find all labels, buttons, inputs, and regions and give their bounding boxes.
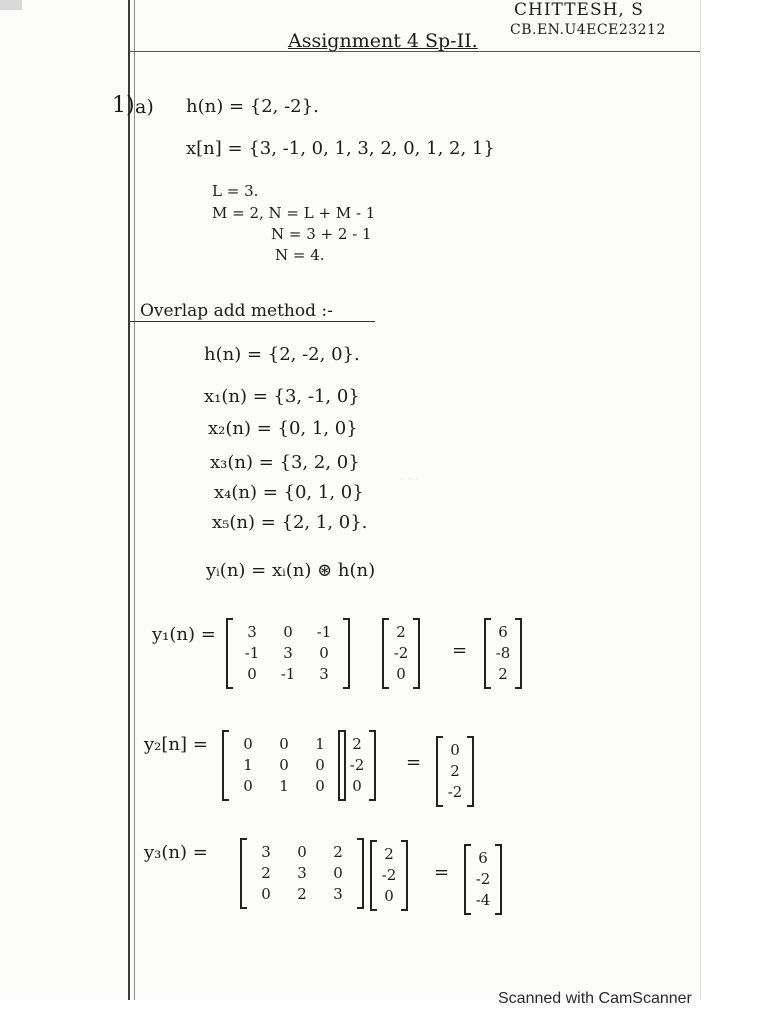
- n-result: N = 4.: [275, 246, 325, 264]
- vector-cell: -2: [393, 644, 409, 662]
- y1-circulant-matrix: [226, 620, 350, 687]
- matrix-cell: 1: [279, 777, 289, 795]
- matrix-cell: 1: [315, 735, 325, 753]
- matrix-cell: 3: [297, 864, 307, 882]
- student-name: CHITTESH, S: [514, 0, 644, 20]
- result-cell: 6: [478, 849, 488, 867]
- result-cell: -8: [495, 644, 511, 662]
- x-definition: x[n] = {3, -1, 0, 1, 3, 2, 0, 1, 2, 1}: [186, 138, 495, 159]
- matrix-cell: -1: [316, 623, 332, 641]
- vector-cell: -2: [381, 866, 397, 884]
- l-value: L = 3.: [212, 182, 259, 200]
- matrix-cell: 0: [243, 735, 253, 753]
- question-number: 1): [112, 93, 135, 118]
- matrix-cell: 0: [247, 665, 257, 683]
- y1-h-vector: [382, 620, 420, 687]
- x5-block: x₅(n) = {2, 1, 0}.: [212, 512, 368, 533]
- y1-result-vector: [484, 620, 522, 687]
- result-cell: 6: [498, 623, 508, 641]
- y1-label: y₁(n) =: [152, 624, 216, 645]
- matrix-cell: 0: [243, 777, 253, 795]
- x2-block: x₂(n) = {0, 1, 0}: [208, 418, 358, 439]
- y1-equals: =: [452, 640, 468, 661]
- matrix-cell: 3: [333, 885, 343, 903]
- m-and-n-formula: M = 2, N = L + M - 1: [212, 204, 376, 222]
- matrix-cell: 3: [319, 665, 329, 683]
- section-underline: [130, 321, 375, 322]
- h-definition: h(n) = {2, -2}.: [186, 96, 319, 117]
- y2-equals: =: [406, 752, 422, 773]
- result-cell: -4: [475, 891, 491, 909]
- matrix-cell: 0: [279, 756, 289, 774]
- matrix-cell: 3: [261, 843, 271, 861]
- y2-label: y₂[n] =: [144, 734, 208, 755]
- vector-cell: 2: [396, 623, 406, 641]
- result-cell: 0: [450, 741, 460, 759]
- vector-cell: -2: [349, 756, 365, 774]
- matrix-cell: 0: [261, 885, 271, 903]
- result-cell: 2: [450, 762, 460, 780]
- y3-label: y₃(n) =: [144, 842, 208, 863]
- matrix-cell: 0: [297, 843, 307, 861]
- result-cell: 2: [498, 665, 508, 683]
- vector-cell: 0: [352, 777, 362, 795]
- matrix-cell: 0: [283, 623, 293, 641]
- matrix-cell: 0: [315, 777, 325, 795]
- question-part: a): [135, 96, 154, 118]
- matrix-cell: 2: [297, 885, 307, 903]
- scanner-watermark: Scanned with CamScanner: [498, 990, 692, 1007]
- matrix-cell: 3: [283, 644, 293, 662]
- margin-line-secondary: [134, 0, 135, 1000]
- vector-cell: 0: [396, 665, 406, 683]
- x4-block: x₄(n) = {0, 1, 0}: [214, 482, 364, 503]
- matrix-cell: 2: [261, 864, 271, 882]
- result-cell: -2: [475, 870, 491, 888]
- bleed-through-mark: · · ·: [400, 472, 420, 486]
- roll-number: CB.EN.U4ECE23212: [510, 22, 666, 38]
- y2-circulant-matrix: [222, 732, 346, 799]
- n-substitution: N = 3 + 2 - 1: [271, 225, 372, 243]
- vector-cell: 0: [384, 887, 394, 905]
- y3-result-vector: [464, 846, 502, 913]
- circular-convolution-formula: yᵢ(n) = xᵢ(n) ⊛ h(n): [206, 560, 376, 581]
- matrix-cell: -1: [244, 644, 260, 662]
- vector-cell: 2: [384, 845, 394, 863]
- matrix-cell: -1: [280, 665, 296, 683]
- x1-block: x₁(n) = {3, -1, 0}: [204, 386, 360, 407]
- margin-line: [128, 0, 130, 1000]
- matrix-cell: 1: [243, 756, 253, 774]
- y3-equals: =: [434, 862, 450, 883]
- section-heading: Overlap add method :-: [140, 301, 333, 321]
- h-padded: h(n) = {2, -2, 0}.: [204, 344, 360, 365]
- y2-result-vector: [436, 738, 474, 805]
- page-title: Assignment 4 Sp-II.: [288, 30, 478, 52]
- matrix-cell: 2: [333, 843, 343, 861]
- matrix-cell: 0: [333, 864, 343, 882]
- x3-block: x₃(n) = {3, 2, 0}: [210, 452, 360, 473]
- matrix-cell: 0: [315, 756, 325, 774]
- y3-h-vector: [370, 842, 408, 909]
- vector-cell: 2: [352, 735, 362, 753]
- matrix-cell: 0: [279, 735, 289, 753]
- matrix-cell: 3: [247, 623, 257, 641]
- y2-h-vector: [338, 732, 376, 799]
- matrix-cell: 0: [319, 644, 329, 662]
- result-cell: -2: [447, 783, 463, 801]
- page-corner: [0, 0, 22, 10]
- y3-circulant-matrix: [240, 840, 364, 907]
